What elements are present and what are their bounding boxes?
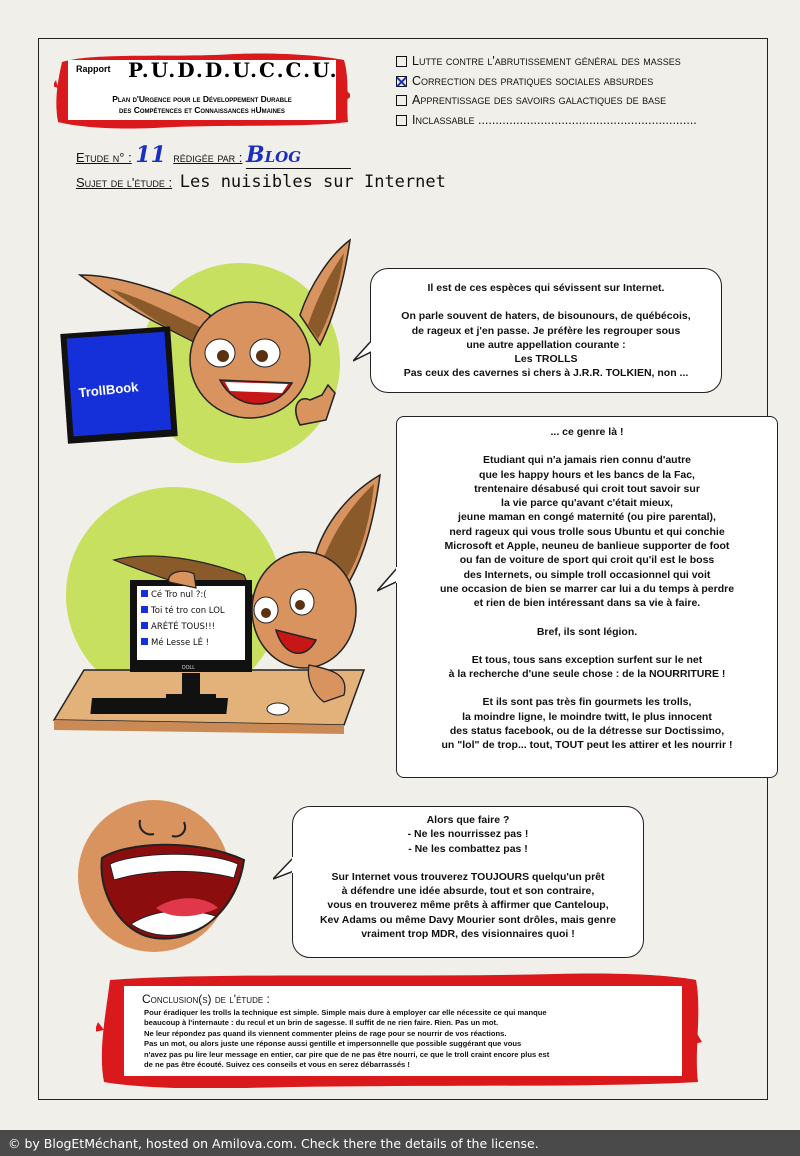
bubble-tail [377,567,399,593]
study-number-label: Etude n° : [76,150,132,165]
checkbox [396,56,407,67]
monitor-brand: DOLL [182,665,196,671]
conclusion-title: Conclusion(s) de l'étude : [142,992,270,1006]
screen-line: Cé Tro nul ?:( [151,590,207,600]
screen-line: Mé Lesse LÉ ! [151,638,210,648]
checkbox-checked [396,76,407,87]
study-meta [76,142,351,168]
speech-bubble-intro: Il est de ces espèces qui sévissent sur Internet. On parle souvent de haters, de bisounours, de québécois, de rageux et j'en passe. Je préfère les regrouper sous une autre appellation courante : Les TROLLS Pas ceux des cavernes si chers à J.R.R. TOLKIEN, non ... [370,268,722,393]
report-header [54,50,350,130]
license-footer: © by BlogEtMéchant, hosted on Amilova.com. Check there the details of the license. [8,1136,539,1151]
bubble-tail [273,857,295,883]
troll-at-computer-illustration [44,470,404,740]
checklist-item: Lutte contre l'abrutissement général des masses [396,52,756,72]
bubble-tail [353,339,375,365]
header-card [68,58,339,120]
report-acronym: P.U.D.D.U.C.C.U. [128,58,339,82]
conclusion-text: Pour éradiquer les trolls la technique est simple. Simple mais dure à employer car elle nécessite ce qui manque beaucoup à l'internaute : du recul et un brin de sagesse. Il suffit de ne rien faire. Rien. Pas un mot. Ne leur répondez pas quand ils viennent commenter pleins de rage pour se nourrir de vos réactions. Pas un mot, ou alors juste une réponse aussi gentille et impersonnelle que possible suggérant que vous n'avez pas pu lire leur message en entier, car pire que de ne pas être nourri, ce que le troll craint encore plus est de ne pas être écouté. Suivez ces conseils et vous en serez débarrassés ! [144,1008,550,1070]
rapport-label: Rapport [76,64,111,74]
conclusion-section [96,972,702,1088]
troll-laughing-mouth-illustration [76,798,266,958]
author-label: rédigée par : [173,150,243,165]
study-number: 11 [135,142,166,168]
troll-with-laptop-illustration [60,235,380,475]
speech-bubble-troll-types: ... ce genre là ! Etudiant qui n'a jamais rien connu d'autre que les happy hours et les bancs de la Fac, trentenaire désabusé qui croit tout savoir sur la vie parce qu'avant c'était mieux, jeune maman en congé maternité (ou pire parental), nerd rageux qui vous trolle sous Ubuntu et qui conchie Microsoft et Apple, neuneu de banlieue supporter de foot ou fan de voiture de sport qui croit qu'il est le boss des Internets, ou simple troll occasionnel qui voit une occasion de bien se marrer car lui a du temps à perdre et rien de bien intéressant dans sa vie à faire. Bref, ils sont légion. Et tous, tous sans exception surfent sur le net à la recherche d'une seule chose : de la NOURRITURE ! Et ils sont pas très fin gourmets les trolls, la moindre ligne, le moindre twitt, le plus innocent des status facebook, ou de la détresse sur Doctissimo, un "lol" de trop... tout, TOUT peut les attirer et les nourrir ! [396,416,778,778]
screen-line: ARÉTÉ TOUS!!! [151,622,216,632]
checkbox [396,115,407,126]
subject-value: Les nuisibles sur Internet [179,172,446,192]
screen-line: Toi té tro con LOL [151,606,225,616]
checklist-item: Correction des pratiques sociales absurdes [396,72,756,92]
study-subject [76,172,446,192]
checkbox [396,95,407,106]
category-checklist [396,52,756,130]
checklist-item: Apprentissage des savoirs galactiques de base [396,91,756,111]
study-author: Blog [246,142,351,169]
conclusion-card [124,986,682,1076]
subject-label: Sujet de l'étude : [76,175,173,190]
plan-title: Plan d'Urgence pour le Développement Durable des Compétences et Connaissances hUmaines [112,94,292,115]
checklist-item: Inclassable ............................................................... [396,111,756,131]
speech-bubble-advice: Alors que faire ? - Ne les nourrissez pas ! - Ne les combattez pas ! Sur Internet vous trouverez TOUJOURS quelqu'un prêt à défendre une idée absurde, tout et son contraire, vous en trouverez même prêts à affirmer que Canteloup, Kev Adams ou même Davy Mourier sont drôles, mais genre vraiment trop MDR, des visionnaires quoi ! [292,806,644,958]
laptop-label: TrollBook [77,379,140,401]
